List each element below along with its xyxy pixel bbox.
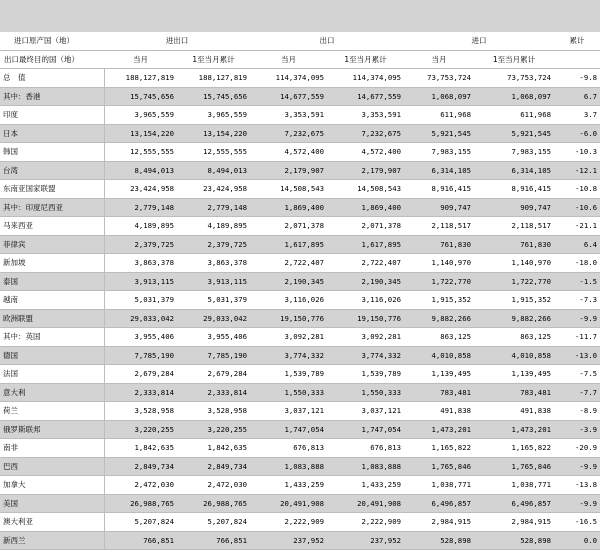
value-cell: 188,127,819 xyxy=(177,69,250,88)
value-cell: 1,765,846 xyxy=(404,457,474,476)
value-cell: 1,915,352 xyxy=(474,291,554,310)
value-cell: 2,222,909 xyxy=(327,513,404,532)
value-cell: 29,033,042 xyxy=(177,309,250,328)
country-cell: 南非 xyxy=(0,439,104,458)
value-cell: 3,092,281 xyxy=(327,328,404,347)
value-cell: 1,140,970 xyxy=(474,254,554,273)
value-cell: 19,150,776 xyxy=(327,309,404,328)
table-row xyxy=(0,476,600,495)
value-cell: 1,165,822 xyxy=(404,439,474,458)
country-cell: 越南 xyxy=(0,291,104,310)
country-cell: 德国 xyxy=(0,346,104,365)
value-cell: 2,679,284 xyxy=(177,365,250,384)
value-cell: 20,491,908 xyxy=(327,494,404,513)
top-banner xyxy=(0,0,600,32)
value-cell: 237,952 xyxy=(250,531,327,550)
table-row xyxy=(0,457,600,476)
value-cell: 4,572,400 xyxy=(250,143,327,162)
value-cell: 8,916,415 xyxy=(474,180,554,199)
value-cell: 1,617,895 xyxy=(327,235,404,254)
value-cell: -9.9 xyxy=(554,457,600,476)
value-cell: 12,555,555 xyxy=(177,143,250,162)
value-cell: 1,068,097 xyxy=(404,87,474,106)
table-row xyxy=(0,161,600,180)
value-cell: 2,849,734 xyxy=(104,457,177,476)
value-cell: 1,842,635 xyxy=(177,439,250,458)
country-cell: 泰国 xyxy=(0,272,104,291)
value-cell: 6,496,857 xyxy=(474,494,554,513)
value-cell: 2,071,378 xyxy=(327,217,404,236)
value-cell: 9,882,266 xyxy=(404,309,474,328)
value-cell: 73,753,724 xyxy=(404,69,474,88)
country-cell: 日本 xyxy=(0,124,104,143)
header-export-month: 当月 xyxy=(250,50,327,69)
value-cell: 2,333,814 xyxy=(177,383,250,402)
value-cell: 1,139,495 xyxy=(404,365,474,384)
country-cell: 意大利 xyxy=(0,383,104,402)
value-cell: 2,984,915 xyxy=(474,513,554,532)
table-row xyxy=(0,420,600,439)
value-cell: 20,491,908 xyxy=(250,494,327,513)
value-cell: -7.7 xyxy=(554,383,600,402)
value-cell: 611,968 xyxy=(474,106,554,125)
country-cell: 欧洲联盟 xyxy=(0,309,104,328)
value-cell: 611,968 xyxy=(404,106,474,125)
value-cell: 114,374,095 xyxy=(327,69,404,88)
value-cell: 2,379,725 xyxy=(177,235,250,254)
value-cell: 3,116,026 xyxy=(250,291,327,310)
value-cell: 14,508,543 xyxy=(327,180,404,199)
country-cell: 美国 xyxy=(0,494,104,513)
country-cell: 法国 xyxy=(0,365,104,384)
value-cell: 1,747,054 xyxy=(327,420,404,439)
table-row xyxy=(0,272,600,291)
country-cell: 马来西亚 xyxy=(0,217,104,236)
value-cell: 783,481 xyxy=(404,383,474,402)
value-cell: -1.5 xyxy=(554,272,600,291)
value-cell: -10.8 xyxy=(554,180,600,199)
header-cumulative: 累计 xyxy=(554,32,600,50)
header-row-1 xyxy=(0,32,600,50)
value-cell: 6,314,105 xyxy=(474,161,554,180)
table-row xyxy=(0,291,600,310)
value-cell: 3,220,255 xyxy=(177,420,250,439)
table-row xyxy=(0,87,600,106)
value-cell: 2,679,284 xyxy=(104,365,177,384)
value-cell: 5,207,824 xyxy=(177,513,250,532)
value-cell: 491,838 xyxy=(474,402,554,421)
table-row xyxy=(0,439,600,458)
value-cell: 2,190,345 xyxy=(250,272,327,291)
table-row xyxy=(0,69,600,88)
value-cell: 528,898 xyxy=(404,531,474,550)
table-body xyxy=(0,69,600,550)
value-cell: 6.4 xyxy=(554,235,600,254)
value-cell: 783,481 xyxy=(474,383,554,402)
table-row xyxy=(0,328,600,347)
header-export: 出口 xyxy=(250,32,404,50)
value-cell: 7,785,190 xyxy=(104,346,177,365)
value-cell: 2,222,909 xyxy=(250,513,327,532)
table-row xyxy=(0,198,600,217)
value-cell: 3,528,958 xyxy=(104,402,177,421)
value-cell: 1,038,771 xyxy=(404,476,474,495)
country-cell: 其中：印度尼西亚 xyxy=(0,198,104,217)
table-row xyxy=(0,494,600,513)
value-cell: 1,083,888 xyxy=(327,457,404,476)
value-cell: 3,116,026 xyxy=(327,291,404,310)
value-cell: 7,983,155 xyxy=(404,143,474,162)
value-cell: 5,207,824 xyxy=(104,513,177,532)
value-cell: 5,921,545 xyxy=(404,124,474,143)
value-cell: 1,539,789 xyxy=(327,365,404,384)
value-cell: 909,747 xyxy=(474,198,554,217)
value-cell: 3,774,332 xyxy=(327,346,404,365)
value-cell: -7.5 xyxy=(554,365,600,384)
value-cell: -18.0 xyxy=(554,254,600,273)
country-cell: 新西兰 xyxy=(0,531,104,550)
value-cell: 2,190,345 xyxy=(327,272,404,291)
value-cell: -6.0 xyxy=(554,124,600,143)
value-cell: 6,496,857 xyxy=(404,494,474,513)
value-cell: 237,952 xyxy=(327,531,404,550)
value-cell: 12,555,555 xyxy=(104,143,177,162)
value-cell: 3,913,115 xyxy=(104,272,177,291)
value-cell: 863,125 xyxy=(474,328,554,347)
country-cell: 澳大利亚 xyxy=(0,513,104,532)
value-cell: 1,038,771 xyxy=(474,476,554,495)
value-cell: 7,785,190 xyxy=(177,346,250,365)
value-cell: 3,353,591 xyxy=(327,106,404,125)
table-row xyxy=(0,124,600,143)
value-cell: 8,494,013 xyxy=(104,161,177,180)
value-cell: 3.7 xyxy=(554,106,600,125)
value-cell: 2,472,030 xyxy=(177,476,250,495)
value-cell: 1,139,495 xyxy=(474,365,554,384)
value-cell: 2,984,915 xyxy=(404,513,474,532)
value-cell: 29,033,042 xyxy=(104,309,177,328)
value-cell: 3,955,406 xyxy=(177,328,250,347)
value-cell: 2,849,734 xyxy=(177,457,250,476)
value-cell: 14,508,543 xyxy=(250,180,327,199)
table-row xyxy=(0,513,600,532)
table-row xyxy=(0,346,600,365)
value-cell: 676,813 xyxy=(327,439,404,458)
value-cell: 1,433,259 xyxy=(327,476,404,495)
value-cell: 2,722,407 xyxy=(327,254,404,273)
value-cell: 761,830 xyxy=(404,235,474,254)
value-cell: 3,965,559 xyxy=(177,106,250,125)
value-cell: -8.9 xyxy=(554,402,600,421)
value-cell: 3,965,559 xyxy=(104,106,177,125)
value-cell: 2,379,725 xyxy=(104,235,177,254)
value-cell: 1,550,333 xyxy=(250,383,327,402)
table-row xyxy=(0,235,600,254)
country-cell: 巴西 xyxy=(0,457,104,476)
value-cell: 528,898 xyxy=(474,531,554,550)
country-cell: 东南亚国家联盟 xyxy=(0,180,104,199)
value-cell: 6.7 xyxy=(554,87,600,106)
value-cell: -9.9 xyxy=(554,494,600,513)
value-cell: 1,842,635 xyxy=(104,439,177,458)
value-cell: 5,921,545 xyxy=(474,124,554,143)
value-cell: 2,118,517 xyxy=(474,217,554,236)
value-cell: -3.9 xyxy=(554,420,600,439)
header-total-trade: 进出口 xyxy=(104,32,250,50)
value-cell: -13.0 xyxy=(554,346,600,365)
header-import-month: 当月 xyxy=(404,50,474,69)
value-cell: 26,988,765 xyxy=(177,494,250,513)
value-cell: -9.8 xyxy=(554,69,600,88)
value-cell: 23,424,958 xyxy=(104,180,177,199)
value-cell: 676,813 xyxy=(250,439,327,458)
value-cell: 15,745,656 xyxy=(177,87,250,106)
country-cell: 其中：香港 xyxy=(0,87,104,106)
value-cell: 1,869,400 xyxy=(327,198,404,217)
value-cell: 4,189,895 xyxy=(104,217,177,236)
country-cell: 菲律宾 xyxy=(0,235,104,254)
value-cell: 73,753,724 xyxy=(474,69,554,88)
value-cell: 3,863,378 xyxy=(177,254,250,273)
value-cell: 3,528,958 xyxy=(177,402,250,421)
table-row xyxy=(0,365,600,384)
header-change xyxy=(554,50,600,69)
value-cell: 26,988,765 xyxy=(104,494,177,513)
value-cell: 3,955,406 xyxy=(104,328,177,347)
value-cell: 7,232,675 xyxy=(250,124,327,143)
table-row xyxy=(0,217,600,236)
country-cell: 台湾 xyxy=(0,161,104,180)
value-cell: 863,125 xyxy=(404,328,474,347)
value-cell: 15,745,656 xyxy=(104,87,177,106)
value-cell: 19,150,776 xyxy=(250,309,327,328)
value-cell: -11.7 xyxy=(554,328,600,347)
value-cell: 2,179,907 xyxy=(327,161,404,180)
value-cell: 1,473,201 xyxy=(474,420,554,439)
table-row xyxy=(0,106,600,125)
value-cell: 8,494,013 xyxy=(177,161,250,180)
value-cell: 3,863,378 xyxy=(104,254,177,273)
table-row xyxy=(0,143,600,162)
value-cell: 13,154,220 xyxy=(104,124,177,143)
header-export-ytd: 1至当月累计 xyxy=(327,50,404,69)
value-cell: 3,220,255 xyxy=(104,420,177,439)
value-cell: 1,550,333 xyxy=(327,383,404,402)
value-cell: 2,722,407 xyxy=(250,254,327,273)
value-cell: 766,851 xyxy=(104,531,177,550)
value-cell: 1,539,789 xyxy=(250,365,327,384)
table-row xyxy=(0,309,600,328)
country-cell: 总 值 xyxy=(0,69,104,88)
trade-table xyxy=(0,32,600,550)
value-cell: 2,333,814 xyxy=(104,383,177,402)
value-cell: 1,617,895 xyxy=(250,235,327,254)
value-cell: 1,722,770 xyxy=(404,272,474,291)
value-cell: -9.9 xyxy=(554,309,600,328)
value-cell: 3,353,591 xyxy=(250,106,327,125)
value-cell: 2,779,148 xyxy=(104,198,177,217)
header-import: 进口 xyxy=(404,32,554,50)
table-row xyxy=(0,383,600,402)
value-cell: 4,572,400 xyxy=(327,143,404,162)
value-cell: -10.3 xyxy=(554,143,600,162)
header-trade-month: 当月 xyxy=(104,50,177,69)
table-row xyxy=(0,180,600,199)
value-cell: 1,765,846 xyxy=(474,457,554,476)
value-cell: 2,118,517 xyxy=(404,217,474,236)
value-cell: 491,838 xyxy=(404,402,474,421)
value-cell: 1,473,201 xyxy=(404,420,474,439)
table-row xyxy=(0,531,600,550)
value-cell: 6,314,105 xyxy=(404,161,474,180)
value-cell: 1,915,352 xyxy=(404,291,474,310)
table-row xyxy=(0,254,600,273)
value-cell: 14,677,559 xyxy=(327,87,404,106)
value-cell: 2,779,148 xyxy=(177,198,250,217)
value-cell: 4,010,858 xyxy=(474,346,554,365)
value-cell: 7,232,675 xyxy=(327,124,404,143)
header-row-2 xyxy=(0,50,600,69)
value-cell: -13.8 xyxy=(554,476,600,495)
value-cell: 13,154,220 xyxy=(177,124,250,143)
value-cell: 3,913,115 xyxy=(177,272,250,291)
value-cell: 114,374,095 xyxy=(250,69,327,88)
header-import-ytd: 1至当月累计 xyxy=(474,50,554,69)
value-cell: -7.3 xyxy=(554,291,600,310)
country-cell: 其中：英国 xyxy=(0,328,104,347)
value-cell: 5,031,379 xyxy=(104,291,177,310)
country-cell: 新加坡 xyxy=(0,254,104,273)
country-cell: 韩国 xyxy=(0,143,104,162)
country-cell: 荷兰 xyxy=(0,402,104,421)
header-trade-ytd: 1至当月累计 xyxy=(177,50,250,69)
value-cell: 3,037,121 xyxy=(250,402,327,421)
value-cell: 3,774,332 xyxy=(250,346,327,365)
value-cell: 2,179,907 xyxy=(250,161,327,180)
value-cell: 4,189,895 xyxy=(177,217,250,236)
country-cell: 印度 xyxy=(0,106,104,125)
value-cell: 14,677,559 xyxy=(250,87,327,106)
value-cell: 909,747 xyxy=(404,198,474,217)
value-cell: 1,722,770 xyxy=(474,272,554,291)
value-cell: 23,424,958 xyxy=(177,180,250,199)
value-cell: 188,127,819 xyxy=(104,69,177,88)
value-cell: 1,083,888 xyxy=(250,457,327,476)
value-cell: 0.0 xyxy=(554,531,600,550)
value-cell: 1,433,259 xyxy=(250,476,327,495)
country-cell: 俄罗斯联邦 xyxy=(0,420,104,439)
value-cell: 1,869,400 xyxy=(250,198,327,217)
header-country-import: 进口原产国（地） xyxy=(0,32,104,50)
value-cell: -21.1 xyxy=(554,217,600,236)
value-cell: -20.9 xyxy=(554,439,600,458)
value-cell: 3,092,281 xyxy=(250,328,327,347)
value-cell: 1,165,822 xyxy=(474,439,554,458)
country-cell: 加拿大 xyxy=(0,476,104,495)
value-cell: 766,851 xyxy=(177,531,250,550)
value-cell: 4,010,858 xyxy=(404,346,474,365)
value-cell: -16.5 xyxy=(554,513,600,532)
value-cell: 7,983,155 xyxy=(474,143,554,162)
value-cell: 761,830 xyxy=(474,235,554,254)
value-cell: -10.6 xyxy=(554,198,600,217)
value-cell: 3,037,121 xyxy=(327,402,404,421)
value-cell: 1,068,097 xyxy=(474,87,554,106)
value-cell: 2,071,378 xyxy=(250,217,327,236)
value-cell: 9,882,266 xyxy=(474,309,554,328)
value-cell: 1,140,970 xyxy=(404,254,474,273)
header-country-export: 出口最终目的国（地） xyxy=(0,50,104,69)
value-cell: -12.1 xyxy=(554,161,600,180)
value-cell: 8,916,415 xyxy=(404,180,474,199)
table-row xyxy=(0,402,600,421)
value-cell: 5,031,379 xyxy=(177,291,250,310)
value-cell: 1,747,054 xyxy=(250,420,327,439)
value-cell: 2,472,030 xyxy=(104,476,177,495)
